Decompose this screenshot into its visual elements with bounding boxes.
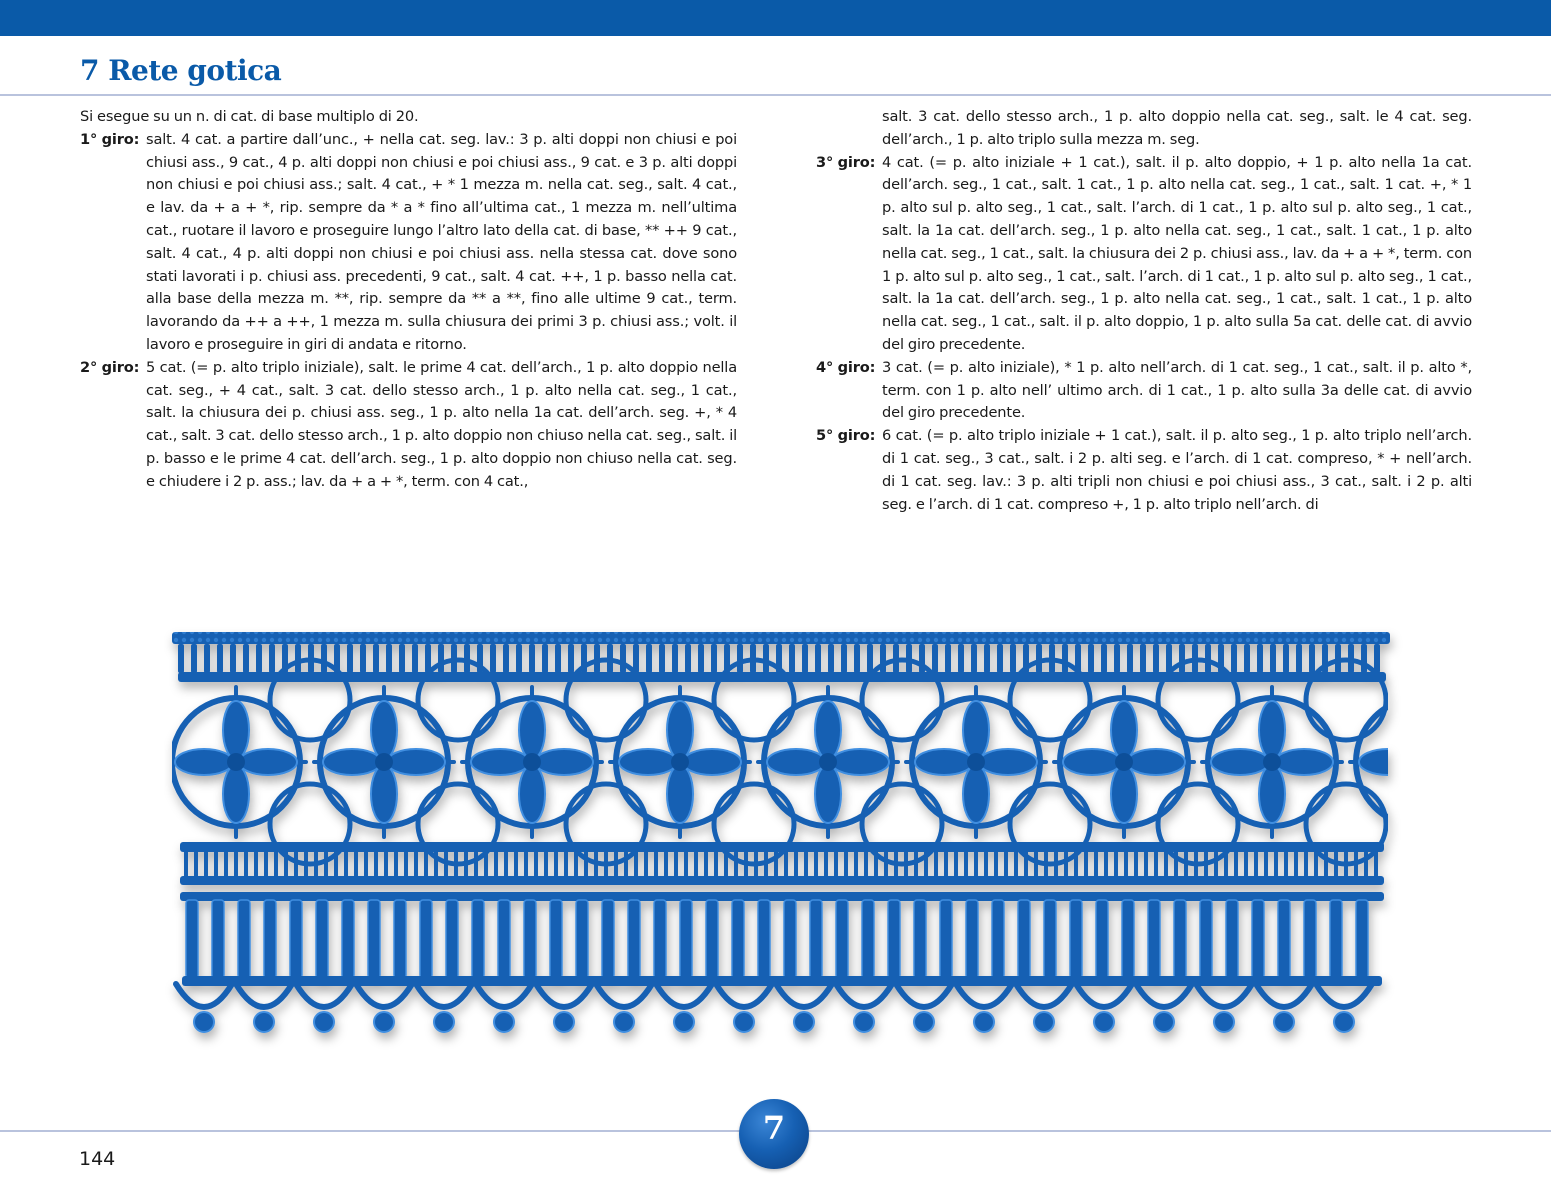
top-color-band xyxy=(0,0,1551,36)
yarn-ball-icon xyxy=(739,1099,809,1169)
round-2-instructions: 5 cat. (= p. alto triplo iniziale), salt. le prime 4 cat. dell’arch., 1 p. alto doppio nella cat. seg., + 4 cat., salt. 3 cat. dello stesso arch., 1 p. alto nella cat. seg., 1 cat., salt. la chiusura dei p. chiusi ass. seg., 1 p. alto nella 1a cat. dell’arch. seg. +, * 4 cat., salt. 3 cat. dello stesso arch., 1 p. alto doppio non chiuso nella cat. seg., salt. il p. basso e le prime 4 cat. dell’arch. seg., 1 p. alto doppio non chiuso nella cat. seg. e chiudere i 2 p. ass.; lav. da + a + *, term. con 4 cat., xyxy=(146,358,737,490)
round-1-instructions: salt. 4 cat. a partire dall’unc., + nella cat. seg. lav.: 3 p. alti doppi non chiusi e poi chiusi ass., 9 cat., 4 p. alti doppi non chiusi e poi chiusi ass., 9 cat. e 3 p. alti doppi non chiusi e poi chiusi ass.; salt. 4 cat., + * 1 mezza m. nella cat. seg., salt. 4 cat., e lav. da + a + *, rip. sempre da * a * fino all’ultima cat., 1 mezza m. nell’ultima cat., ruotare il lavoro e proseguire lungo l’altro lato della cat. di base, ** ++ 9 cat., salt. 4 cat., 4 p. alti doppi non chiusi e poi chiusi ass. nella stessa cat. dove sono stati lavorati i p. chiusi ass. precedenti, 9 cat., salt. 4 cat. ++, 1 p. basso nella cat. alla base della mezza m. **, rip. sempre da ** a **, fino alle ultime 9 cat., term. lavorando da ++ a ++, 1 mezza m. sulla chiusura dei primi 3 p. chiusi ass.; volt. il lavoro e proseguire in giri di andata e ritorno. xyxy=(146,130,737,353)
round-5-instructions: 6 cat. (= p. alto triplo iniziale + 1 cat.), salt. il p. alto seg., 1 p. alto triplo nell’arch. di 1 cat. seg., 3 cat., salt. i 2 p. alti seg. e l’arch. di 1 cat. compreso, * + nell’arch. di 1 cat. seg. lav.: 3 p. alti tripli non chiusi e poi chiusi ass., 3 cat., salt. i 2 p. alti seg. e l’arch. di 1 cat. compreso +, 1 p. alto triplo nell’arch. di xyxy=(882,427,1472,513)
round-3-label: 3° giro: xyxy=(816,153,876,171)
left-text-column xyxy=(80,106,737,494)
round-2-continuation: salt. 3 cat. dello stesso arch., 1 p. alto doppio nella cat. seg., salt. le 4 cat. seg. dell’arch., 1 p. alto triplo sulla mezza m. seg. xyxy=(882,108,1472,148)
title-divider xyxy=(0,94,1551,96)
crochet-lace-photo xyxy=(164,620,1404,1070)
page-number: 144 xyxy=(79,1148,116,1170)
intro-text: Si esegue su un n. di cat. di base multiplo di 20. xyxy=(80,108,419,125)
pattern-number: 7 xyxy=(762,1109,786,1147)
round-4-instructions: 3 cat. (= p. alto iniziale), * 1 p. alto nell’arch. di 1 cat. seg., 1 cat., salt. il p. alto *, term. con 1 p. alto nell’ ultimo arch. di 1 cat., 1 p. alto sulla 3a delle cat. di avvio del giro precedente. xyxy=(882,358,1472,422)
round-5-label: 5° giro: xyxy=(816,427,876,445)
round-5 xyxy=(816,425,1472,516)
round-3-instructions: 4 cat. (= p. alto iniziale + 1 cat.), salt. il p. alto doppio, + 1 p. alto nella 1a cat. dell’arch. seg., 1 cat., salt. 1 cat., 1 p. alto nella cat. seg., 1 cat., salt. 1 cat. +, * 1 p. alto sul p. alto seg., 1 cat., salt. l’arch. di 1 cat., 1 p. alto sul p. alto seg., 1 cat., salt. la 1a cat. dell’arch. seg., 1 p. alto nella cat. seg., 1 cat., salt. 1 cat., 1 p. alto nella cat. seg., 1 cat., salt. la chiusura dei 2 p. chiusi ass., lav. da + a + *, term. con 1 p. alto sul p. alto seg., 1 cat., salt. l’arch. di 1 cat., 1 p. alto sul p. alto seg., 1 cat., salt. la 1a cat. dell’arch. seg., 1 p. alto nella cat. seg., 1 cat., salt. 1 cat., 1 p. alto nella cat. seg., 1 cat., salt. il p. alto doppio, 1 p. alto sulla 5a cat. delle cat. di avvio del giro precedente. xyxy=(882,153,1472,353)
round-1-label: 1° giro: xyxy=(80,130,140,148)
round-2-label: 2° giro: xyxy=(80,358,140,376)
right-text-column xyxy=(816,106,1472,516)
round-4 xyxy=(816,357,1472,425)
page-title: 7 Rete gotica xyxy=(80,54,282,87)
round-3 xyxy=(816,152,1472,357)
round-2 xyxy=(80,357,737,494)
round-1 xyxy=(80,129,737,357)
round-4-label: 4° giro: xyxy=(816,358,876,376)
